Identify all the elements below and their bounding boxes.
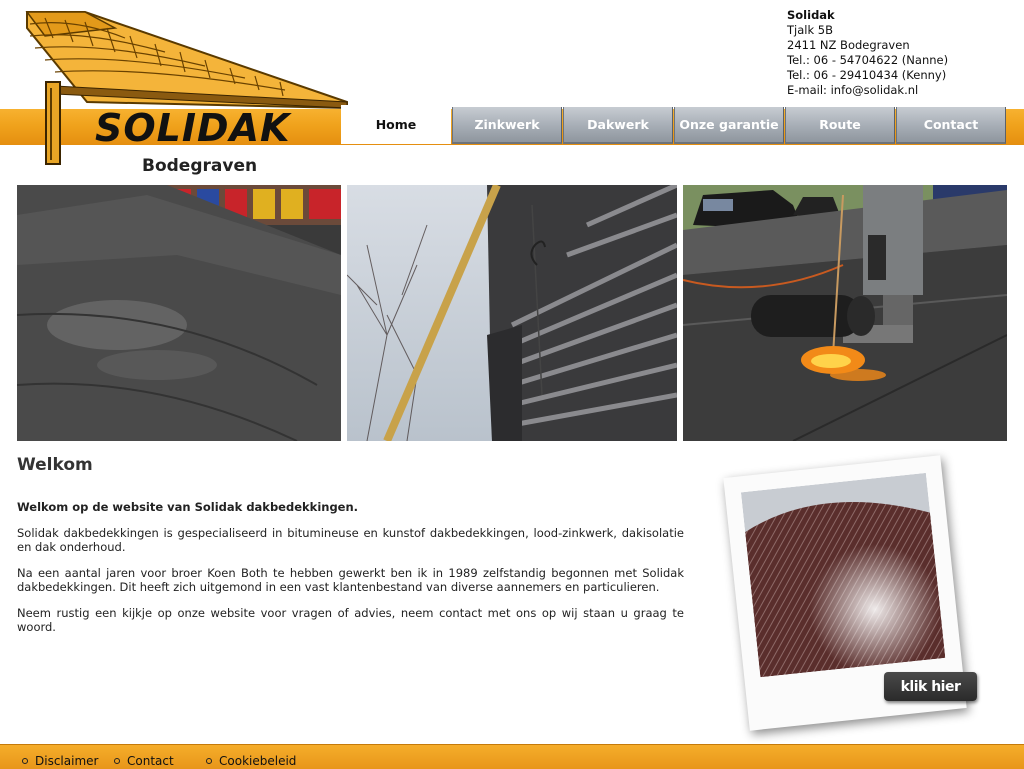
intro-paragraph: Welkom op de website van Solidak dakbedekkingen. <box>17 500 359 514</box>
contact-paragraph: Neem rustig een kijkje op onze website voor vragen of advies, neem contact met ons op wij staan u graag te woord. <box>17 606 684 634</box>
bullet-icon <box>22 758 28 764</box>
footer-link-disclaimer[interactable] <box>22 754 98 768</box>
bullet-icon <box>114 758 120 764</box>
main-content <box>17 500 684 646</box>
nav-dakwerk[interactable]: Dakwerk <box>563 107 673 144</box>
contact-city: 2411 NZ Bodegraven <box>787 38 910 52</box>
footer-link-label: Cookiebeleid <box>219 754 297 768</box>
footer-link-contact[interactable] <box>114 754 174 768</box>
contact-address: Tjalk 5B <box>787 23 833 37</box>
photo-flat-roof <box>17 185 341 441</box>
footer-link-cookiebeleid[interactable] <box>206 754 296 768</box>
nav-contact[interactable]: Contact <box>896 107 1006 144</box>
footer-link-label: Contact <box>127 754 174 768</box>
logo-subtitle: Bodegraven <box>142 156 258 176</box>
contact-phone-kenny: Tel.: 06 - 29410434 (Kenny) <box>787 68 947 82</box>
specialization-paragraph: Solidak dakbedekkingen is gespecialiseerd in bitumineuse en kunstof dakbedekkingen, lood-zinkwerk, dakisolatie en dak onderhoud. <box>17 526 684 554</box>
logo[interactable] <box>15 8 355 180</box>
nav-route[interactable]: Route <box>785 107 895 144</box>
contact-info <box>787 8 948 98</box>
bullet-icon <box>206 758 212 764</box>
nav-home[interactable]: Home <box>341 105 451 144</box>
page-title: Welkom <box>17 455 93 475</box>
main-nav <box>341 107 1007 146</box>
logo-wordmark: SOLIDAK <box>95 106 291 150</box>
footer-link-label: Disclaimer <box>35 754 99 768</box>
klik-hier-button[interactable]: klik hier <box>884 672 977 701</box>
history-paragraph: Na een aantal jaren voor broer Koen Both te hebben gewerkt ben ik in 1989 zelfstandig begonnen met Solidak dakbedekkingen. Dit heeft zich uitgemond in een vast klantenbestand van diverse aannemers en particulieren. <box>17 566 684 594</box>
contact-name: Solidak <box>787 8 835 22</box>
photo-torch-roofing <box>683 185 1007 441</box>
nav-zinkwerk[interactable]: Zinkwerk <box>452 107 562 144</box>
roof-logo-icon <box>15 8 355 180</box>
nav-onze-garantie[interactable]: Onze garantie <box>674 107 784 144</box>
photo-crane-building <box>347 185 677 441</box>
contact-email[interactable]: E-mail: info@solidak.nl <box>787 83 919 97</box>
contact-phone-nanne: Tel.: 06 - 54704622 (Nanne) <box>787 53 949 67</box>
footer <box>0 744 1024 769</box>
zinc-roof-image <box>741 473 945 677</box>
